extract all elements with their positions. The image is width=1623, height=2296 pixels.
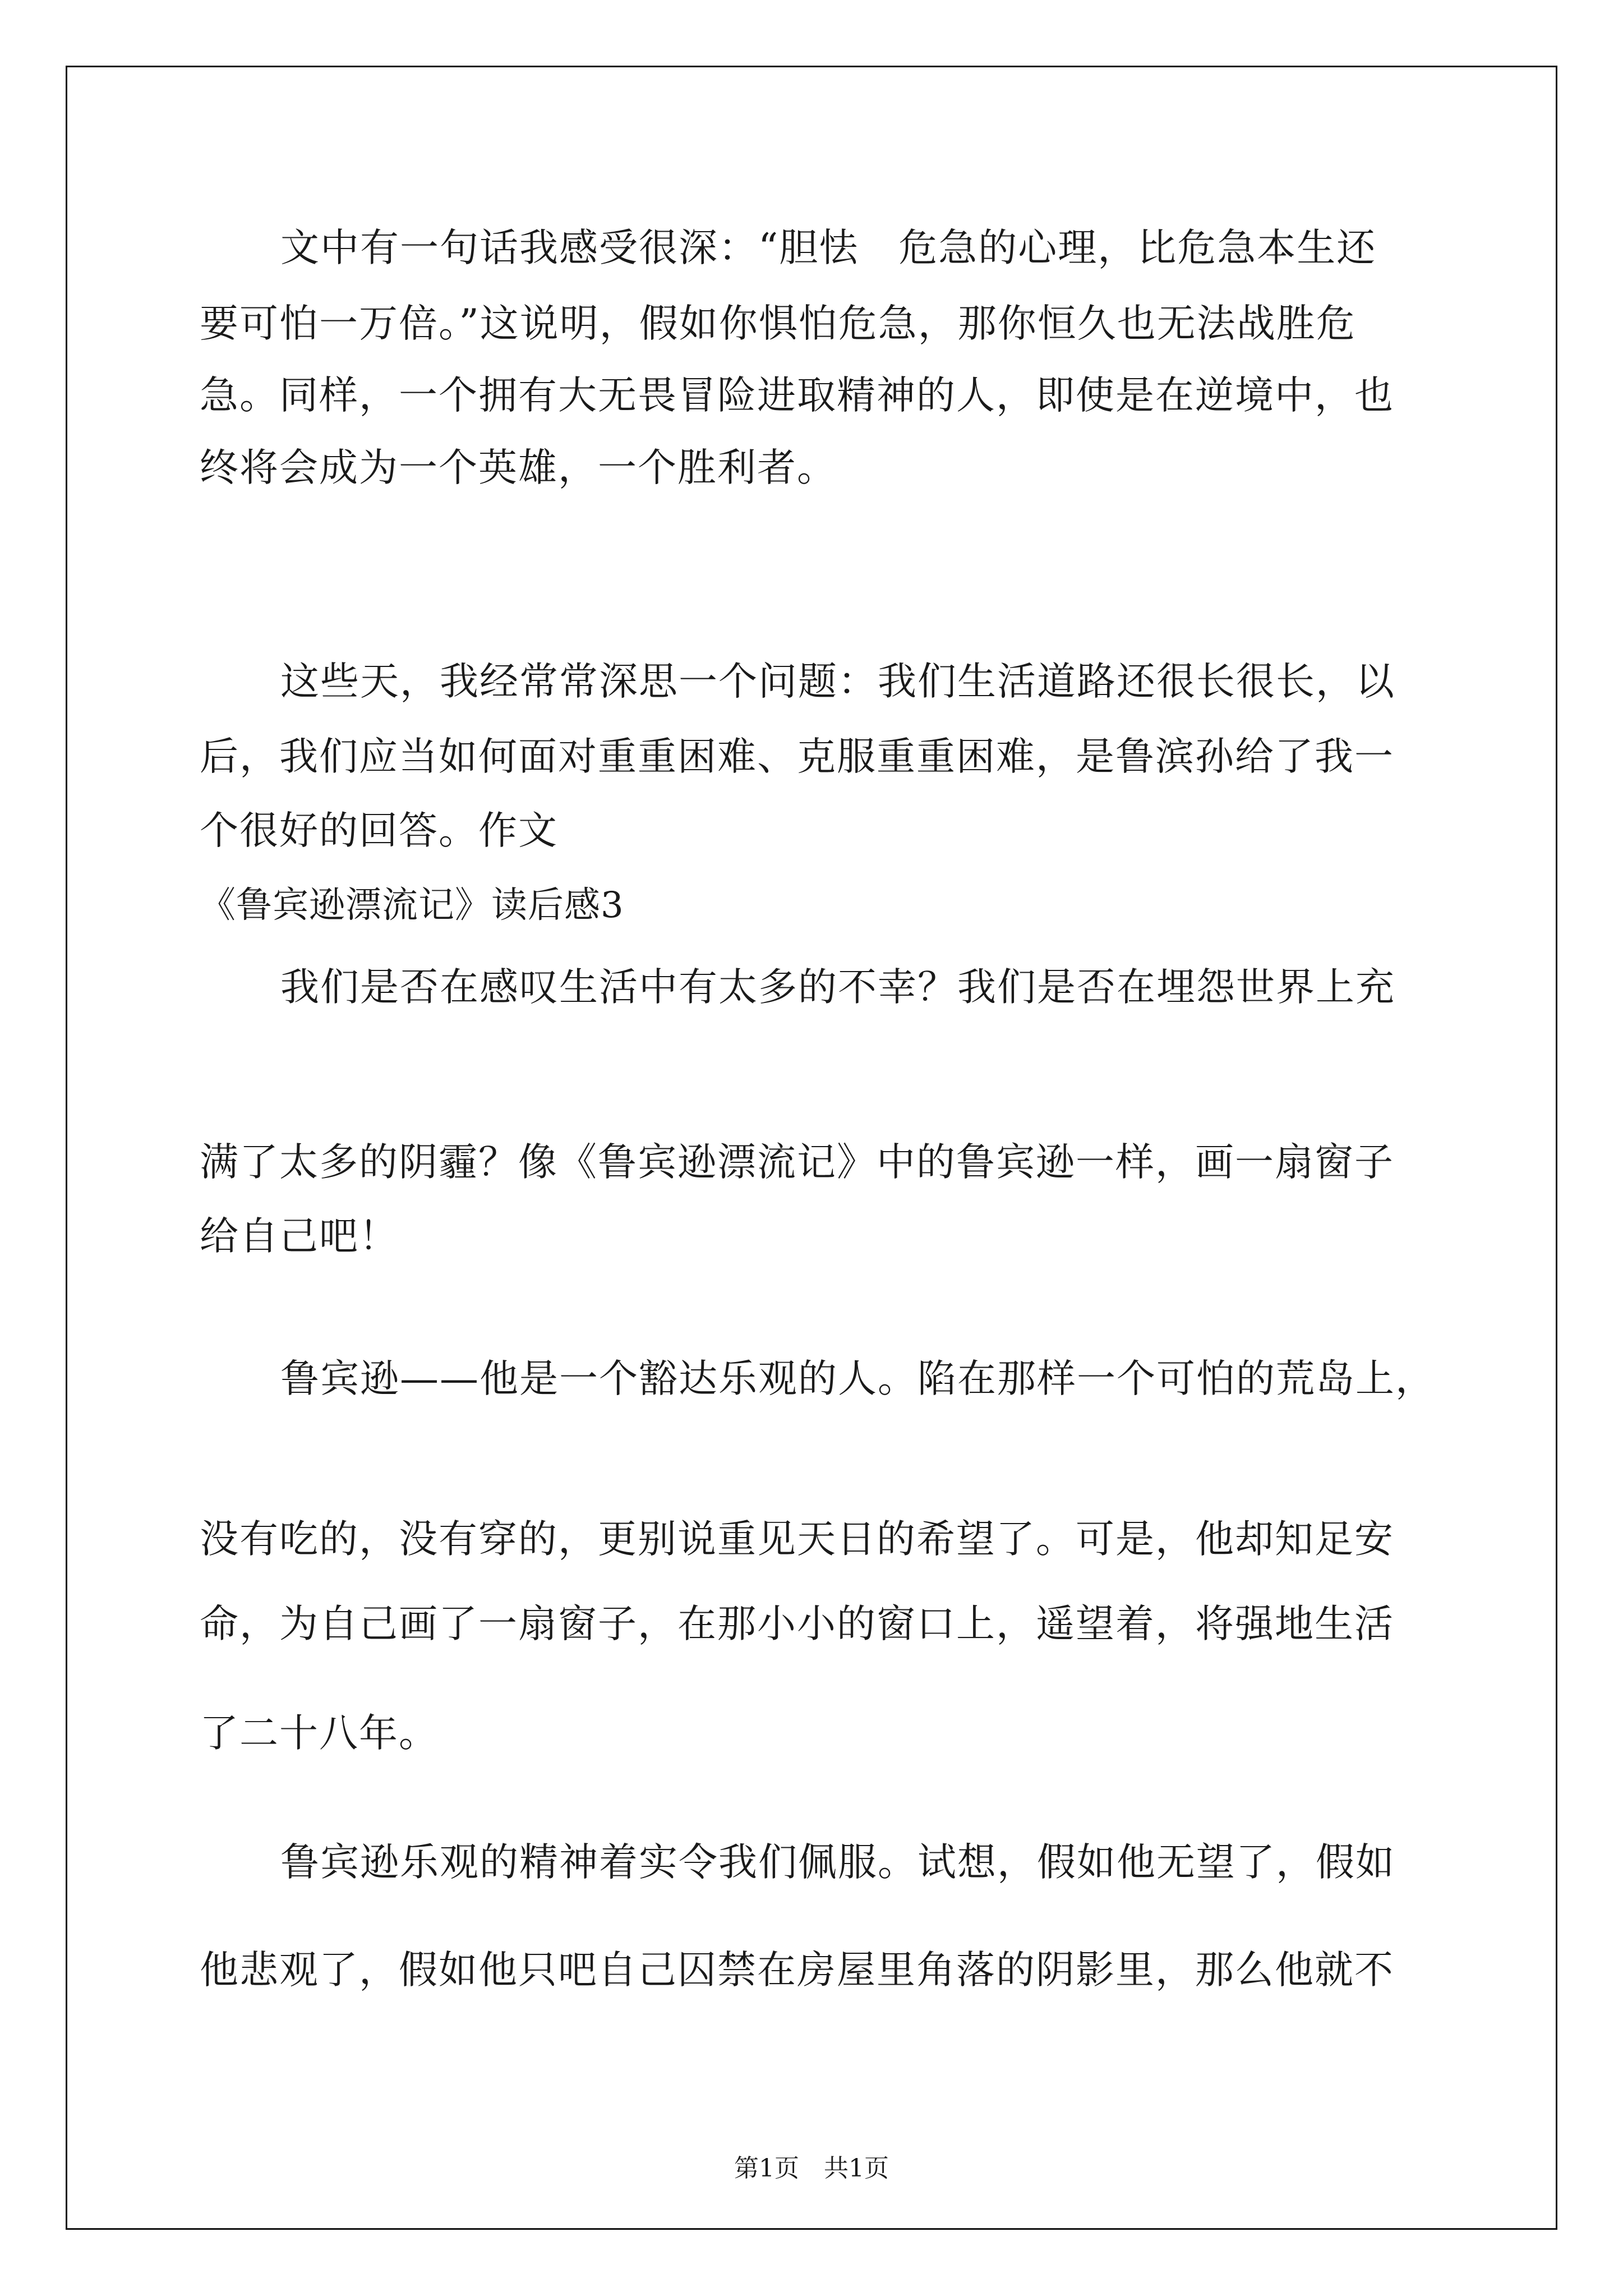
paragraph-2-line-2: 后，我们应当如何面对重重困难、克服重重困难，是鲁滨孙给了我一 <box>200 734 1394 779</box>
paragraph-3-line-2: 满了太多的阴霾？像《鲁宾逊漂流记》中的鲁宾逊一样，画一扇窗子 <box>200 1140 1394 1185</box>
paragraph-1-line-3: 急。同样，一个拥有大无畏冒险进取精神的人，即使是在逆境中，也 <box>200 373 1394 418</box>
paragraph-4-line-1: 鲁宾逊——他是一个豁达乐观的人。陷在那样一个可怕的荒岛上， <box>280 1356 1435 1401</box>
paragraph-1-line-2: 要可怕一万倍。”这说明，假如你惧怕危急，那你恒久也无法战胜危 <box>200 301 1356 346</box>
paragraph-2-line-1: 这些天，我经常常深思一个问题：我们生活道路还很长很长，以 <box>280 659 1395 704</box>
page-footer: 第1页 共1页 <box>734 2154 889 2183</box>
paragraph-1-line-4: 终将会成为一个英雄，一个胜利者。 <box>200 445 837 490</box>
paragraph-5-line-2: 他悲观了，假如他只吧自己囚禁在房屋里角落的阴影里，那么他就不 <box>200 1948 1394 1993</box>
paragraph-1-line-1: 文中有一句话我感受很深：“胆怯 危急的心理，比危急本生还 <box>280 226 1377 270</box>
paragraph-4-line-2: 没有吃的，没有穿的，更别说重见天日的希望了。可是，他却知足安 <box>200 1517 1394 1562</box>
paragraph-3-line-3: 给自己吧！ <box>200 1214 399 1259</box>
paragraph-4-line-3: 命，为自己画了一扇窗子，在那小小的窗口上，遥望着，将强地生活 <box>200 1602 1394 1646</box>
paragraph-4-line-4: 了二十八年。 <box>200 1711 439 1756</box>
paragraph-2-line-3: 个很好的回答。作文 <box>200 808 558 853</box>
paragraph-5-line-1: 鲁宾逊乐观的精神着实令我们佩服。试想，假如他无望了，假如 <box>280 1840 1395 1885</box>
paragraph-3-line-1: 我们是否在感叹生活中有太多的不幸？我们是否在埋怨世界上充 <box>280 965 1395 1010</box>
section-heading: 《鲁宾逊漂流记》读后感3 <box>200 885 624 926</box>
